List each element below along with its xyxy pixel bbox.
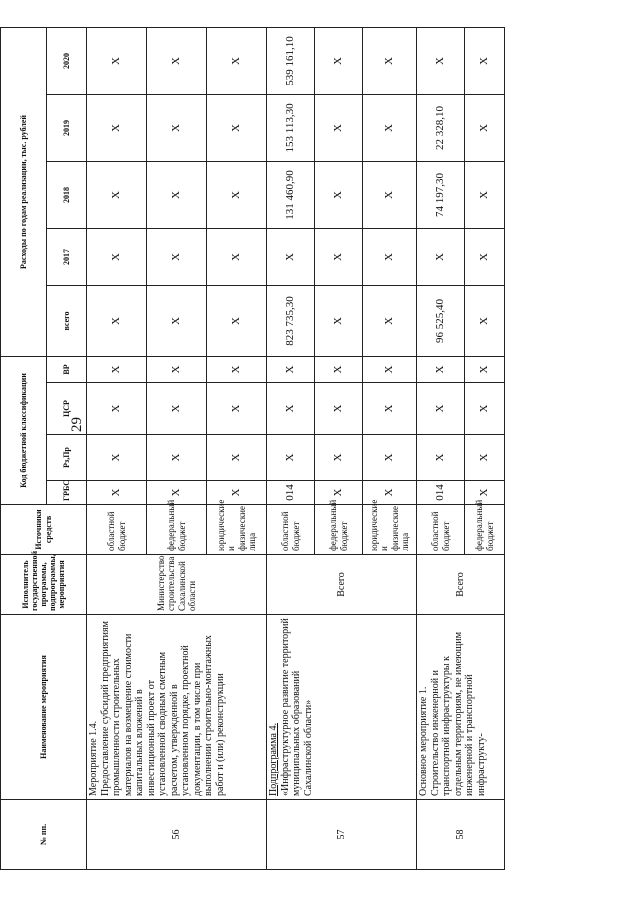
funding-source: областной бюджет [87,505,147,555]
funding-source: юридические и физические лица [363,505,417,555]
grbs-cell: X [147,481,207,505]
funding-source: юридические и физические лица [207,505,267,555]
y2018-cell: X [315,161,363,228]
activity-title: Основное мероприятие 1. [418,686,429,796]
y2020-cell: X [465,27,505,94]
budget-table [0,27,505,870]
y2017-cell: X [87,228,147,285]
total-cell: 823 735,30 [267,285,315,356]
y2018-cell: 74 197,30 [417,161,465,228]
csr-cell: X [315,383,363,435]
y2017-cell: X [363,228,417,285]
col-header-grbs: ГРБС [47,481,87,505]
y2020-cell: X [147,27,207,94]
funding-source: областной бюджет [267,505,315,555]
y2020-cell: X [315,27,363,94]
csr-cell: X [465,383,505,435]
y2019-cell: X [363,94,417,161]
y2017-cell: X [207,228,267,285]
y2017-cell: X [147,228,207,285]
table-row [87,27,147,869]
y2019-cell: X [315,94,363,161]
csr-cell: X [363,383,417,435]
total-cell: X [315,285,363,356]
y2020-cell: X [87,27,147,94]
table-row [417,27,465,869]
vr-cell: X [417,356,465,382]
row-number: 56 [87,800,267,870]
grbs-cell: 014 [267,481,315,505]
csr-cell: X [417,383,465,435]
executor: Министерство строительства Сахалинской области [87,555,267,615]
grbs-cell: X [87,481,147,505]
y2017-cell: X [465,228,505,285]
col-header-name: Наименование мероприятия [1,615,87,800]
grbs-cell: X [315,481,363,505]
budget-table-rotated [0,30,550,870]
activity-description: Предоставление субсидий предприятиям промышленности строительных материалов на возмещение стоимости капитальных вложений в инвестиционный проект от установленной сводным сметным расчетом, утвержденной в установленном порядке, проектной документации, в том числе при выполнении строительно-монтажных работ и (или) реконструкции [99,621,226,796]
funding-source: областной бюджет [417,505,465,555]
y2019-cell: 153 113,30 [267,94,315,161]
header-row-1 [1,27,47,869]
funding-source: федеральный бюджет [147,505,207,555]
rzpr-cell: X [417,435,465,481]
rzpr-cell: X [87,435,147,481]
grbs-cell: 014 [417,481,465,505]
activity-title: Подпрограмма 4. [268,723,279,796]
y2019-cell: 22 328,10 [417,94,465,161]
funding-source: федеральный бюджет [465,505,505,555]
vr-cell: X [267,356,315,382]
activity-name [87,615,267,800]
vr-cell: X [363,356,417,382]
y2020-cell: X [363,27,417,94]
rzpr-cell: X [267,435,315,481]
y2018-cell: X [363,161,417,228]
activity-description: «Инфраструктурное развитие территорий муниципальных образований Сахалинской области» [279,618,314,796]
col-header-vr: ВР [47,356,87,382]
total-cell: X [465,285,505,356]
csr-cell: X [147,383,207,435]
executor: Всего [267,555,417,615]
col-header-kbk: Код бюджетной классификации [1,356,47,504]
row-number: 58 [417,800,505,870]
col-header-num: № пп. [1,800,87,870]
page-number: 29 [69,417,85,432]
vr-cell: X [315,356,363,382]
funding-source: федеральный бюджет [315,505,363,555]
grbs-cell: X [465,481,505,505]
csr-cell: X [267,383,315,435]
col-header-total: всего [47,285,87,356]
y2020-cell: X [207,27,267,94]
csr-cell: X [207,383,267,435]
y2019-cell: X [207,94,267,161]
total-cell: 96 525,40 [417,285,465,356]
col-header-2017: 2017 [47,228,87,285]
y2018-cell: X [87,161,147,228]
activity-title: Мероприятие 1.4. [88,720,99,796]
csr-cell: X [87,383,147,435]
col-header-2019: 2019 [47,94,87,161]
row-number: 57 [267,800,417,870]
y2020-cell: 539 161,10 [267,27,315,94]
y2017-cell: X [417,228,465,285]
activity-description: Строительство инженерной и транспортной инфраструктуры к отдельным территориям, не имеющим инженерной и транспортной инфраструкту- [429,631,487,796]
total-cell: X [207,285,267,356]
total-cell: X [87,285,147,356]
col-header-executor: Исполнитель государственной программы, подпрограммы, мероприятия [1,555,87,615]
col-header-source: Источники средств [1,505,87,555]
vr-cell: X [465,356,505,382]
executor: Всего [417,555,505,615]
activity-name [417,615,505,800]
rzpr-cell: X [465,435,505,481]
rzpr-cell: X [363,435,417,481]
col-header-2020: 2020 [47,27,87,94]
y2017-cell: X [315,228,363,285]
y2019-cell: X [147,94,207,161]
y2019-cell: X [87,94,147,161]
rzpr-cell: X [315,435,363,481]
grbs-cell: X [363,481,417,505]
col-header-2018: 2018 [47,161,87,228]
vr-cell: X [207,356,267,382]
y2018-cell: 131 460,90 [267,161,315,228]
rzpr-cell: X [207,435,267,481]
col-header-rzpr: Рз,Пр [47,435,87,481]
vr-cell: X [147,356,207,382]
y2018-cell: X [147,161,207,228]
total-cell: X [363,285,417,356]
col-header-csr: ЦСР [47,383,87,435]
activity-name [267,615,417,800]
y2017-cell: X [267,228,315,285]
vr-cell: X [87,356,147,382]
rzpr-cell: X [147,435,207,481]
total-cell: X [147,285,207,356]
y2019-cell: X [465,94,505,161]
y2018-cell: X [465,161,505,228]
y2020-cell: X [417,27,465,94]
table-row [267,27,315,869]
grbs-cell: X [207,481,267,505]
y2018-cell: X [207,161,267,228]
col-header-expenses: Расходы по годам реализации, тыс. рублей [1,27,47,356]
